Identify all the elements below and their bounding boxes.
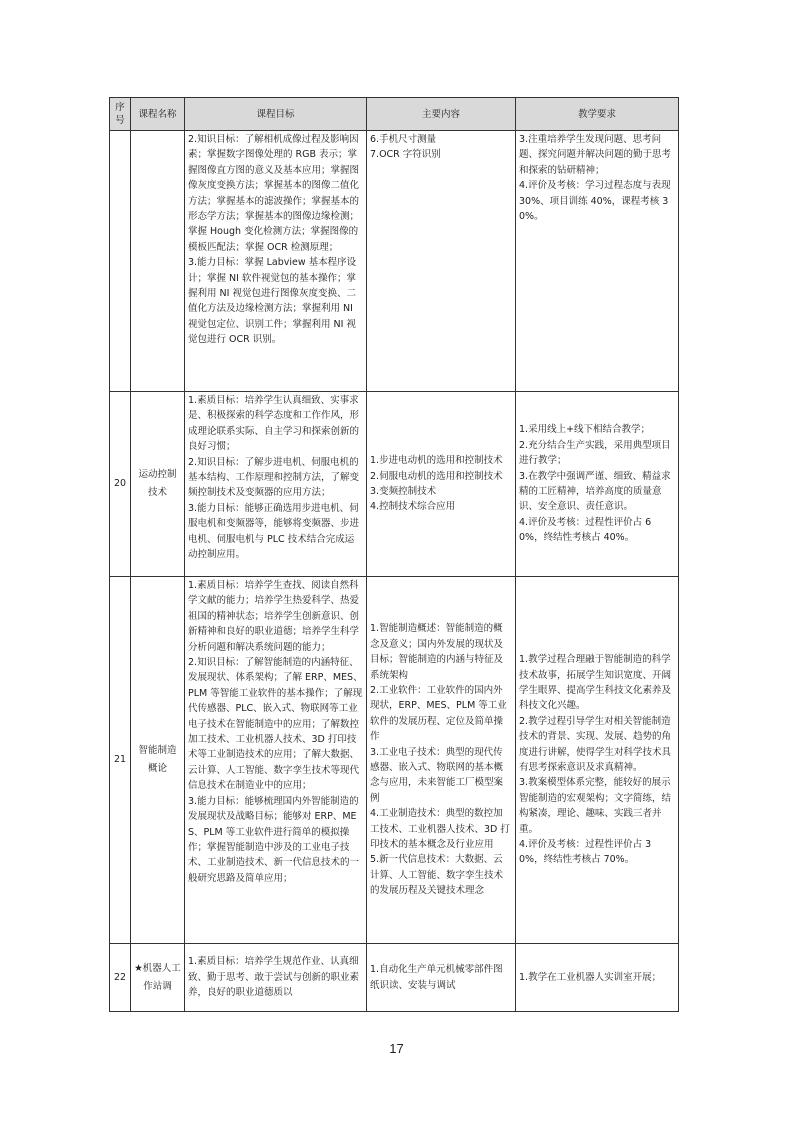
req-item: 3.注重培养学生发现问题、思考问题、探究问题并解决问题的勤于思考和探索的钻研精神；	[519, 134, 672, 176]
row-goal	[185, 131, 367, 392]
content-item: 6.手机尺寸测量	[370, 134, 437, 145]
header-seq: 序号	[110, 98, 131, 131]
content-item: 4.控制技术综合应用	[370, 501, 456, 513]
row-content	[367, 392, 516, 577]
req-item: 2.充分结合生产实践，采用典型项目进行教学；	[519, 439, 671, 467]
goal-item: 1.素质目标：培养学生规范作业、认真细致、勤于思考、敢于尝试与创新的职业素养，良好的职业道德质以	[188, 956, 360, 999]
content-item: 1.自动化生产单元机械零部件图纸识读、安装与调试	[370, 964, 503, 991]
row-req	[516, 392, 679, 577]
row-seq	[110, 131, 131, 392]
row-course-name	[131, 131, 185, 392]
content-item: 1.智能制造概述：智能制造的概念及意义；国内外发展的现状及目标；智能制造的内涵与特征及系统架构	[370, 623, 504, 681]
req-item: 1.采用线上+线下相结合教学；	[519, 424, 651, 436]
goal-item: 1.素质目标：培养学生认真细致、实事求是、积极探索的科学态度和工作作风，形成理论联系实际、自主学习和探索创新的良好习惯；	[188, 395, 360, 453]
content-item: 5.新一代信息技术：大数据、云计算、人工智能、数字孪生技术的发展历程及关键技术理念	[370, 854, 504, 897]
course-table	[109, 97, 679, 1012]
row-req	[516, 577, 679, 944]
req-item: 3.在教学中强调严谨、细致、精益求精的工匠精神，培养高度的质量意识、安全意识、责任意识。	[519, 470, 671, 513]
goal-item: 2.知识目标：了解智能制造的内涵特征、发展现状、体系架构；了解 ERP、MES、PLM 等智能工业软件的基本操作；了解现代传感器、PLC、嵌入式、物联网等工业电子技术在智能制造中的应用；了解数控加工技术、工业机器人技术、3D 打印技术等工业制造技术的应用；了解大数据、云计算、人工智能、数字孪生技术等现代信息技术在制造业中的应用；	[188, 657, 363, 792]
row-req	[516, 131, 679, 392]
goal-item: 3.能力目标：能够正确选用步进电机、伺服电机和变频器等，能够将变频器、步进电机、伺服电机与 PLC 技术结合完成运动控制应用。	[188, 502, 360, 561]
row-content	[367, 577, 516, 944]
header-goal: 课程目标	[185, 98, 367, 131]
table-header-row	[110, 98, 679, 131]
row-seq: 20	[110, 392, 131, 577]
goal-item: 2.知识目标：了解相机成像过程及影响因素；掌握数字图像处理的 RGB 表示；掌握图像直方图的意义及基本应用；掌握图像灰度变换方法；掌握基本的图像二值化方法；掌握基本的滤波操作；掌握基本的形态学方法；掌握基本的图像边缘检测；掌握 Hough 变化检测方法；掌握图像的模板匹配法；掌握 OCR 检测原理；	[188, 134, 360, 253]
req-item: 4.评价及考核：过程性评价占 60%，终结性考核占 40%。	[519, 516, 652, 544]
req-item: 2.教学过程引导学生对相关智能制造技术的背景、实现、发展、趋势的角度进行讲解，使得学生对科学技术具有思考探索意识及求真精神。	[519, 715, 672, 773]
table-row	[110, 392, 679, 577]
goal-item: 3.能力目标：能够梳理国内外智能制造的发展现状及战略目标；能够对 ERP、MES、PLM 等工业软件进行简单的模拟操作；掌握智能制造中涉及的工业电子技术、工业制造技术、新一代信息技术的一般研究思路及简单应用；	[188, 795, 360, 884]
req-item: 4.评价及考核：过程性评价占 30%，终结性考核占 70%。	[519, 839, 652, 866]
row-goal	[185, 577, 367, 944]
content-item: 1.步进电动机的选用和控制技术	[370, 455, 503, 467]
row-course-name: 运动控制技术	[131, 392, 185, 577]
content-item: 7.OCR 字符识别	[370, 149, 441, 161]
table-row	[110, 131, 679, 392]
content-item: 3.工业电子技术：典型的现代传感器、嵌入式、物联网的基本概念与应用，未来智能工厂模型案例	[370, 746, 504, 804]
row-course-name: ★机器人工作站调	[131, 944, 185, 1012]
row-content	[367, 131, 516, 392]
header-name: 课程名称	[131, 98, 185, 131]
row-content	[367, 944, 516, 1012]
header-content: 主要内容	[367, 98, 516, 131]
row-seq: 22	[110, 944, 131, 1012]
req-item: 1.教学过程合理融于智能制造的科学技术故事，拓展学生知识宽度、开阔学生眼界、提高学生科技文化素养及科技文化兴趣。	[519, 654, 672, 712]
content-item: 4.工业制造技术：典型的数控加工技术、工业机器人技术、3D 打印技术的基本概念及行业应用	[370, 808, 510, 851]
content-item: 3.变频控制技术	[370, 486, 437, 497]
goal-item: 1.素质目标：培养学生查找、阅读自然科学文献的能力；培养学生热爱科学、热爱祖国的精神状态；培养学生创新意识、创新精神和良好的职业道德；培养学生科学分析问题和解决系统问题的能力；	[188, 580, 360, 653]
table-row	[110, 944, 679, 1012]
row-goal	[185, 392, 367, 577]
goal-item: 2.知识目标：了解步进电机、伺服电机的基本结构、工作原理和控制方法，了解变频控制技术及变频器的应用方法；	[188, 456, 360, 499]
content-item: 2.工业软件：工业软件的国内外现状，ERP、MES、PLM 等工业软件的发展历程、定位及简单操作	[370, 684, 507, 743]
row-seq: 21	[110, 577, 131, 944]
req-item: 3.教案模型体系完整，能较好的展示智能制造的宏观架构；文字简练，结构紧凑，理论、趣味、实践三者并重。	[519, 777, 672, 835]
content-item: 2.伺服电动机的选用和控制技术	[370, 470, 503, 482]
row-course-name: 智能制造概论	[131, 577, 185, 944]
row-req	[516, 944, 679, 1012]
req-item: 1.教学在工业机器人实训室开展；	[519, 971, 662, 983]
header-req: 教学要求	[516, 98, 679, 131]
row-goal	[185, 944, 367, 1012]
goal-item: 3.能力目标：掌握 Labview 基本程序设计；掌握 NI 软件视觉包的基本操作；掌握利用 NI 视觉包进行图像灰度变换、二值化方法及边缘检测方法；掌握利用 NI 视觉包定位、识别工件；掌握利用 NI 视觉包进行 OCR 识别。	[188, 257, 357, 346]
table-row	[110, 577, 679, 944]
page-number: 17	[389, 1041, 404, 1056]
req-item: 4.评价及考核：学习过程态度与表现 30%、项目训练 40%，课程考核 30%。	[519, 180, 671, 223]
